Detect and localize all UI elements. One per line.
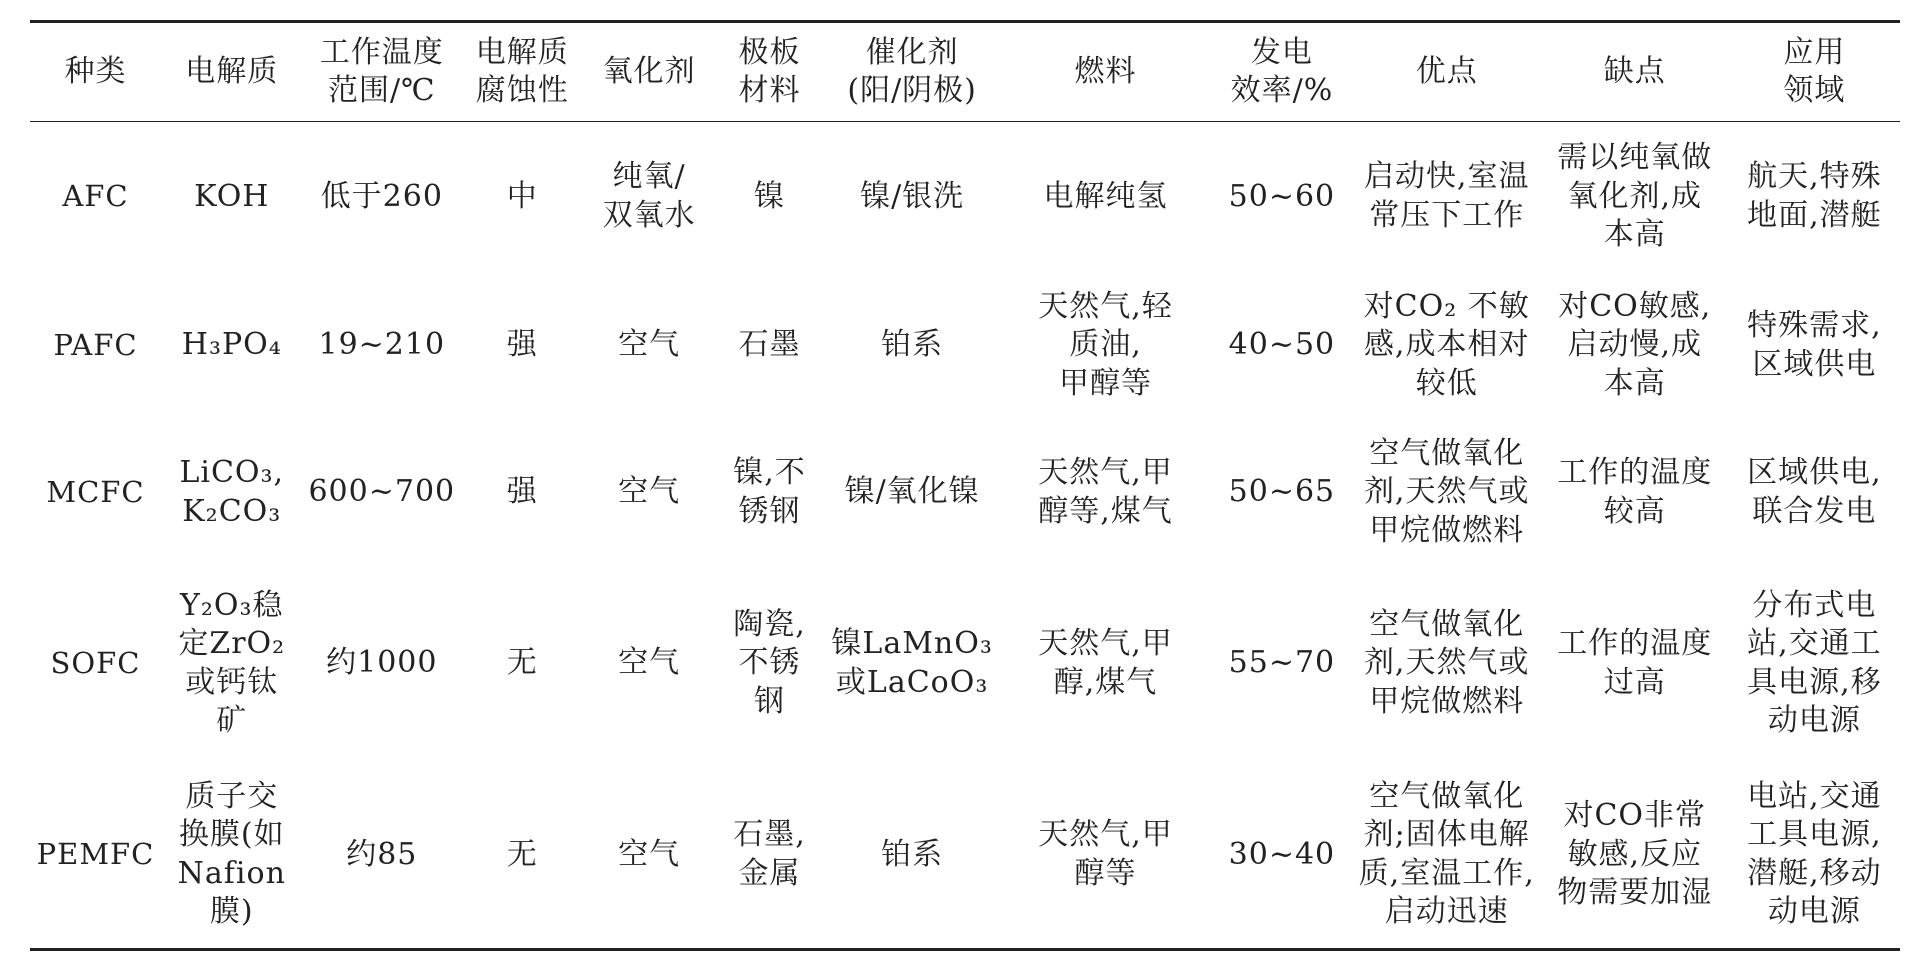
cell-advantages: 空气做氧化 剂,天然气或 甲烷做燃料 bbox=[1363, 435, 1530, 548]
cell-fuel: 天然气,轻 质油, 甲醇等 bbox=[1038, 288, 1173, 401]
cell-plate-material: 石墨 bbox=[738, 327, 801, 363]
cell-applications: 特殊需求, 区域供电 bbox=[1747, 308, 1882, 382]
cell-efficiency: 40~50 bbox=[1228, 327, 1336, 363]
cell-temperature: 低于260 bbox=[320, 178, 443, 214]
cell-efficiency: 50~65 bbox=[1228, 474, 1336, 510]
cell-disadvantages: 对CO敏感, 启动慢,成 本高 bbox=[1558, 288, 1712, 401]
cell-temperature: 约1000 bbox=[326, 645, 438, 681]
table-row-afc bbox=[30, 122, 1900, 272]
cell-oxidant: 空气 bbox=[584, 762, 715, 950]
cell-disadvantages: 工作的温度 较高 bbox=[1557, 455, 1713, 529]
cell-temperature: 约85 bbox=[303, 762, 461, 950]
header-cell-advantages: 优点 bbox=[1353, 22, 1541, 122]
cell-applications: 区域供电, 联合发电 bbox=[1747, 455, 1882, 529]
cell-fuel: 天然气,甲 醇等,煤气 bbox=[1038, 455, 1173, 529]
cell-catalyst: 镍/银洗 bbox=[860, 178, 965, 214]
cell-oxidant: 空气 bbox=[618, 474, 681, 510]
cell-fuel: 天然气,甲 醇,煤气 bbox=[1038, 626, 1173, 700]
cell-corrosiveness: 强 bbox=[506, 474, 538, 510]
cell-electrolyte: Y₂O₃稳 定ZrO₂ 或钙钛 矿 bbox=[178, 587, 286, 738]
header-cell-efficiency: 发电 效率/% bbox=[1211, 22, 1353, 122]
cell-applications: 分布式电 站,交通工 具电源,移 动电源 bbox=[1747, 587, 1882, 738]
header-cell-electrolyte: 电解质 bbox=[161, 22, 303, 122]
cell-plate-material: 镍 bbox=[754, 178, 786, 214]
cell-temperature: 19~210 bbox=[318, 327, 446, 363]
cell-fuel: 电解纯氢 bbox=[1043, 178, 1168, 214]
cell-electrolyte: KOH bbox=[194, 178, 270, 214]
header-cell-corrosiveness: 电解质 腐蚀性 bbox=[461, 22, 584, 122]
header-cell-type: 种类 bbox=[30, 22, 161, 122]
cell-corrosiveness: 无 bbox=[461, 762, 584, 950]
cell-efficiency: 30~40 bbox=[1211, 762, 1353, 950]
cell-temperature: 600~700 bbox=[308, 474, 456, 510]
fuel-cell-comparison-table bbox=[30, 20, 1900, 951]
cell-electrolyte: LiCO₃, K₂CO₃ bbox=[179, 455, 285, 529]
cell-oxidant: 空气 bbox=[618, 327, 681, 363]
cell-catalyst: 镍/氧化镍 bbox=[844, 474, 980, 510]
table-header bbox=[30, 22, 1900, 122]
table-row-sofc bbox=[30, 566, 1900, 762]
cell-catalyst: 铂系 bbox=[881, 327, 944, 363]
cell-catalyst: 铂系 bbox=[824, 762, 999, 950]
table-row-pafc bbox=[30, 272, 1900, 420]
cell-type: PEMFC bbox=[30, 762, 161, 950]
cell-efficiency: 55~70 bbox=[1228, 645, 1336, 681]
header-cell-catalyst: 催化剂 (阳/阴极) bbox=[824, 22, 999, 122]
header-row bbox=[30, 22, 1900, 122]
cell-applications: 电站,交通 工具电源, 潜艇,移动 动电源 bbox=[1729, 762, 1900, 950]
header-cell-oxidant: 氧化剂 bbox=[584, 22, 715, 122]
cell-type: AFC bbox=[62, 179, 129, 214]
cell-type: MCFC bbox=[46, 474, 145, 509]
table-body bbox=[30, 122, 1900, 950]
cell-oxidant: 纯氧/ 双氧水 bbox=[602, 159, 696, 233]
cell-disadvantages: 需以纯氧做 氧化剂,成 本高 bbox=[1557, 140, 1713, 252]
cell-advantages: 空气做氧化 剂;固体电解 质,室温工作, 启动迅速 bbox=[1353, 762, 1541, 950]
cell-efficiency: 50~60 bbox=[1228, 178, 1336, 214]
cell-plate-material: 陶瓷, 不锈 钢 bbox=[733, 606, 806, 719]
cell-disadvantages: 对CO非常 敏感,反应 物需要加湿 bbox=[1541, 762, 1729, 950]
table-row-pemfc bbox=[30, 762, 1900, 950]
header-cell-plate-material: 极板 材料 bbox=[715, 22, 825, 122]
cell-plate-material: 镍,不 锈钢 bbox=[733, 455, 806, 529]
cell-electrolyte: H₃PO₄ bbox=[181, 327, 282, 363]
cell-corrosiveness: 无 bbox=[506, 645, 538, 681]
cell-disadvantages: 工作的温度 过高 bbox=[1557, 626, 1713, 700]
cell-advantages: 对CO₂ 不敏 感,成本相对 较低 bbox=[1363, 288, 1530, 401]
cell-applications: 航天,特殊 地面,潜艇 bbox=[1747, 159, 1882, 233]
cell-catalyst: 镍LaMnO₃ 或LaCoO₃ bbox=[831, 626, 993, 700]
table-row-mcfc bbox=[30, 420, 1900, 566]
cell-plate-material: 石墨, 金属 bbox=[715, 762, 825, 950]
cell-electrolyte: 质子交 换膜(如 Nafion 膜) bbox=[161, 762, 303, 950]
cell-type: PAFC bbox=[53, 327, 138, 362]
cell-fuel: 天然气,甲 醇等 bbox=[1000, 762, 1211, 950]
header-cell-fuel: 燃料 bbox=[1000, 22, 1211, 122]
cell-type: SOFC bbox=[50, 645, 141, 680]
cell-advantages: 启动快,室温 常压下工作 bbox=[1363, 159, 1530, 233]
header-cell-applications: 应用 领域 bbox=[1729, 22, 1900, 122]
header-cell-temperature: 工作温度 范围/℃ bbox=[303, 22, 461, 122]
cell-advantages: 空气做氧化 剂,天然气或 甲烷做燃料 bbox=[1363, 606, 1530, 719]
header-cell-disadvantages: 缺点 bbox=[1541, 22, 1729, 122]
cell-corrosiveness: 强 bbox=[506, 327, 538, 363]
cell-oxidant: 空气 bbox=[618, 645, 681, 681]
cell-corrosiveness: 中 bbox=[506, 178, 538, 214]
